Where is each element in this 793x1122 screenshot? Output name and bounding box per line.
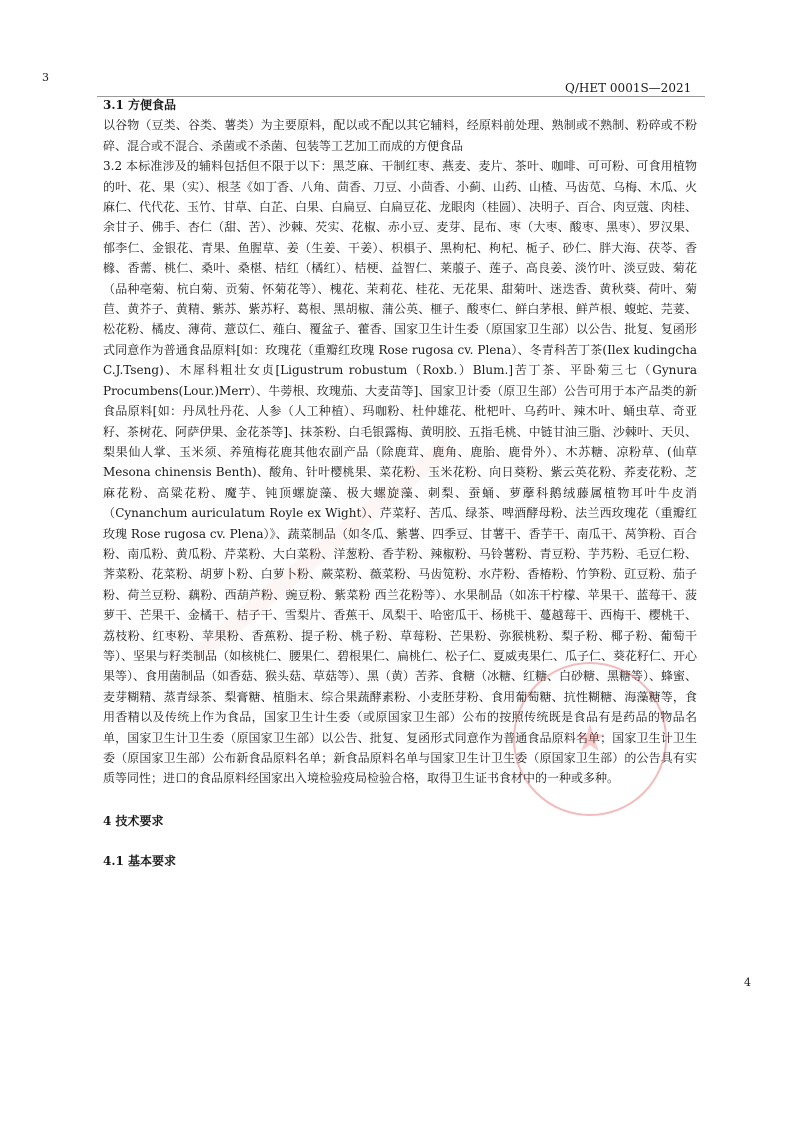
document-body [103,95,722,872]
section-3-2-text: 3.2 本标准涉及的辅料包括但不限于以下：黑芝麻、干制红枣、燕麦、麦片、茶叶、咖啡、可可粉、可食用植物的叶、花、果（实）、根茎《如丁香、八角、茴香、刀豆、小茴香、小蓟、山药、山楂、马齿苋、乌梅、木瓜、火麻仁、代代花、玉竹、甘草、白芷、白果、白扁豆、白扁豆花、龙眼肉（桂圆）、决明子、百合、肉豆蔻、肉桂、余甘子、佛手、杏仁（甜、苦）、沙棘、芡实、花椒、赤小豆、麦芽、昆布、枣（大枣、酸枣、黑枣）、罗汉果、郁李仁、金银花、青果、鱼腥草、姜（生姜、干姜）、枳椇子、黑枸杞、枸杞、栀子、砂仁、胖大海、茯苓、香橼、香薷、桃仁、桑叶、桑椹、桔红（橘红）、桔梗、益智仁、莱菔子、莲子、高良姜、淡竹叶、淡豆豉、菊花（品种亳菊、杭白菊、贡菊、怀菊花等）、槐花、茉莉花、桂花、无花果、甜菊叶、迷迭香、黄秋葵、荷叶、菊苣、黄芥子、黄精、紫苏、紫苏籽、葛根、黑胡椒、蒲公英、榧子、酸枣仁、鲜白茅根、鲜芦根、蝮蛇、芫荽、松花粉、橘皮、薄荷、薏苡仁、薤白、覆盆子、藿香、国家卫生计生委（原国家卫生部）以公告、批复、复函形式同意作为普通食品原料[如：玫瑰花（重瓣红玫瑰 Rose rugosa cv. Plena）、冬青科苦丁茶(Ilex kudingcha C.J.Tseng)、木犀科粗壮女贞[Ligustrum robustum（Roxb.）Blum.]苦丁茶、平卧菊三七（Gynura Procumbens(Lour.)Merr）、牛蒡根、玫瑰茄、大麦苗等]、国家卫计委（原卫生部）公告可用于本产品类的新食品原料[如：丹凤牡丹花、人参（人工种植）、玛咖粉、杜仲雄花、枇杷叶、乌药叶、辣木叶、蛹虫草、奇亚籽、茶树花、阿萨伊果、金花茶等]、抹茶粉、白毛银露梅、黄明胶、五指毛桃、中链甘油三脂、沙棘叶、天贝、梨果仙人掌、玉米须、养殖梅花鹿其他农副产品（除鹿茸、鹿角、鹿胎、鹿骨外）、木苏糖、凉粉草、(仙草 Mesona chinensis Benth)、酸角、针叶樱桃果、菜花粉、玉米花粉、向日葵粉、紫云英花粉、荞麦花粉、芝麻花粉、高粱花粉、魔芋、钝顶螺旋藻、极大螺旋藻、刺梨、蚕蛹、萝藦科鹅绒藤属植物耳叶牛皮消（Cynanchum auriculatum Royle ex Wight）、芹菜籽、苦瓜、绿茶、啤酒酵母粉、法兰西玫瑰花（重瓣红玫瑰 Rose rugosa cv. Plena）》、蔬菜制品（如冬瓜、紫薯、四季豆、甘薯干、香芋干、南瓜干、莴笋粉、百合粉、南瓜粉、黄瓜粉、芹菜粉、大白菜粉、洋葱粉、香芋粉、辣椒粉、马铃薯粉、青豆粉、芋艿粉、毛豆仁粉、荠菜粉、花菜粉、胡萝卜粉、白萝卜粉、蕨菜粉、薇菜粉、马齿笕粉、水芹粉、香椿粉、竹笋粉、豇豆粉、茄子粉、荷兰豆粉、藕粉、西葫芦粉、豌豆粉、紫菜粉 西兰花粉等）、水果制品（如冻干柠檬、苹果干、蓝莓干、菠萝干、芒果干、金橘干、桔子干、雪梨片、香蕉干、凤梨干、哈密瓜干、杨桃干、蔓越莓干、西梅干、樱桃干、荔枝粉、红枣粉、苹果粉、香蕉粉、提子粉、桃子粉、草莓粉、芒果粉、弥猴桃粉、梨子粉、椰子粉、葡萄干等）、坚果与籽类制品（如核桃仁、腰果仁、碧根果仁、扁桃仁、松子仁、夏威夷果仁、瓜子仁、葵花籽仁、开心果等）、食用菌制品（如香菇、猴头菇、草菇等）、黑（黄）苦荞、食糖（冰糖、红糖、白砂糖、黑糖等）、蜂蜜、麦芽糊精、蒸青绿茶、梨膏糖、植脂末、综合果蔬酵素粉、小麦胚芽粉、食用葡萄糖、抗性糊糖、海藻糖等，食用香精以及传统上作为食品，国家卫生计生委（或原国家卫生部）公布的按照传统既是食品有是药品的物品名单，国家卫生计卫生委（原国家卫生部）以公告、批复、复函形式同意作为普通食品原料名单；国家卫生计卫生委（原国家卫生部）公布新食品原料名单；新食品原料名单与国家卫生计卫生委（原国家卫生部）的公告具有实质等同性；进口的食品原料经国家出入境检验疫局检验合格，取得卫生证书食材中的一种或多种。 [103,159,722,786]
document-code: Q/HET 0001S—2021 [565,81,692,95]
page-number-bottom: 4 [744,976,751,989]
section-3-1-heading: 3.1 方便食品 [103,98,177,112]
page-number-top: 3 [42,71,49,84]
section-3-1-text: 以谷物（豆类、谷类、薯类）为主要原料，配以或不配以其它辅料，经原料前处理、熟制或不熟制、粉碎或不粉碎、混合或不混合、杀菌或不杀菌、包装等工艺加工而成的方便食品 [103,118,697,153]
section-4-1-heading: 4.1 基本要求 [103,854,177,869]
section-4-heading: 4 技术要求 [103,813,164,828]
